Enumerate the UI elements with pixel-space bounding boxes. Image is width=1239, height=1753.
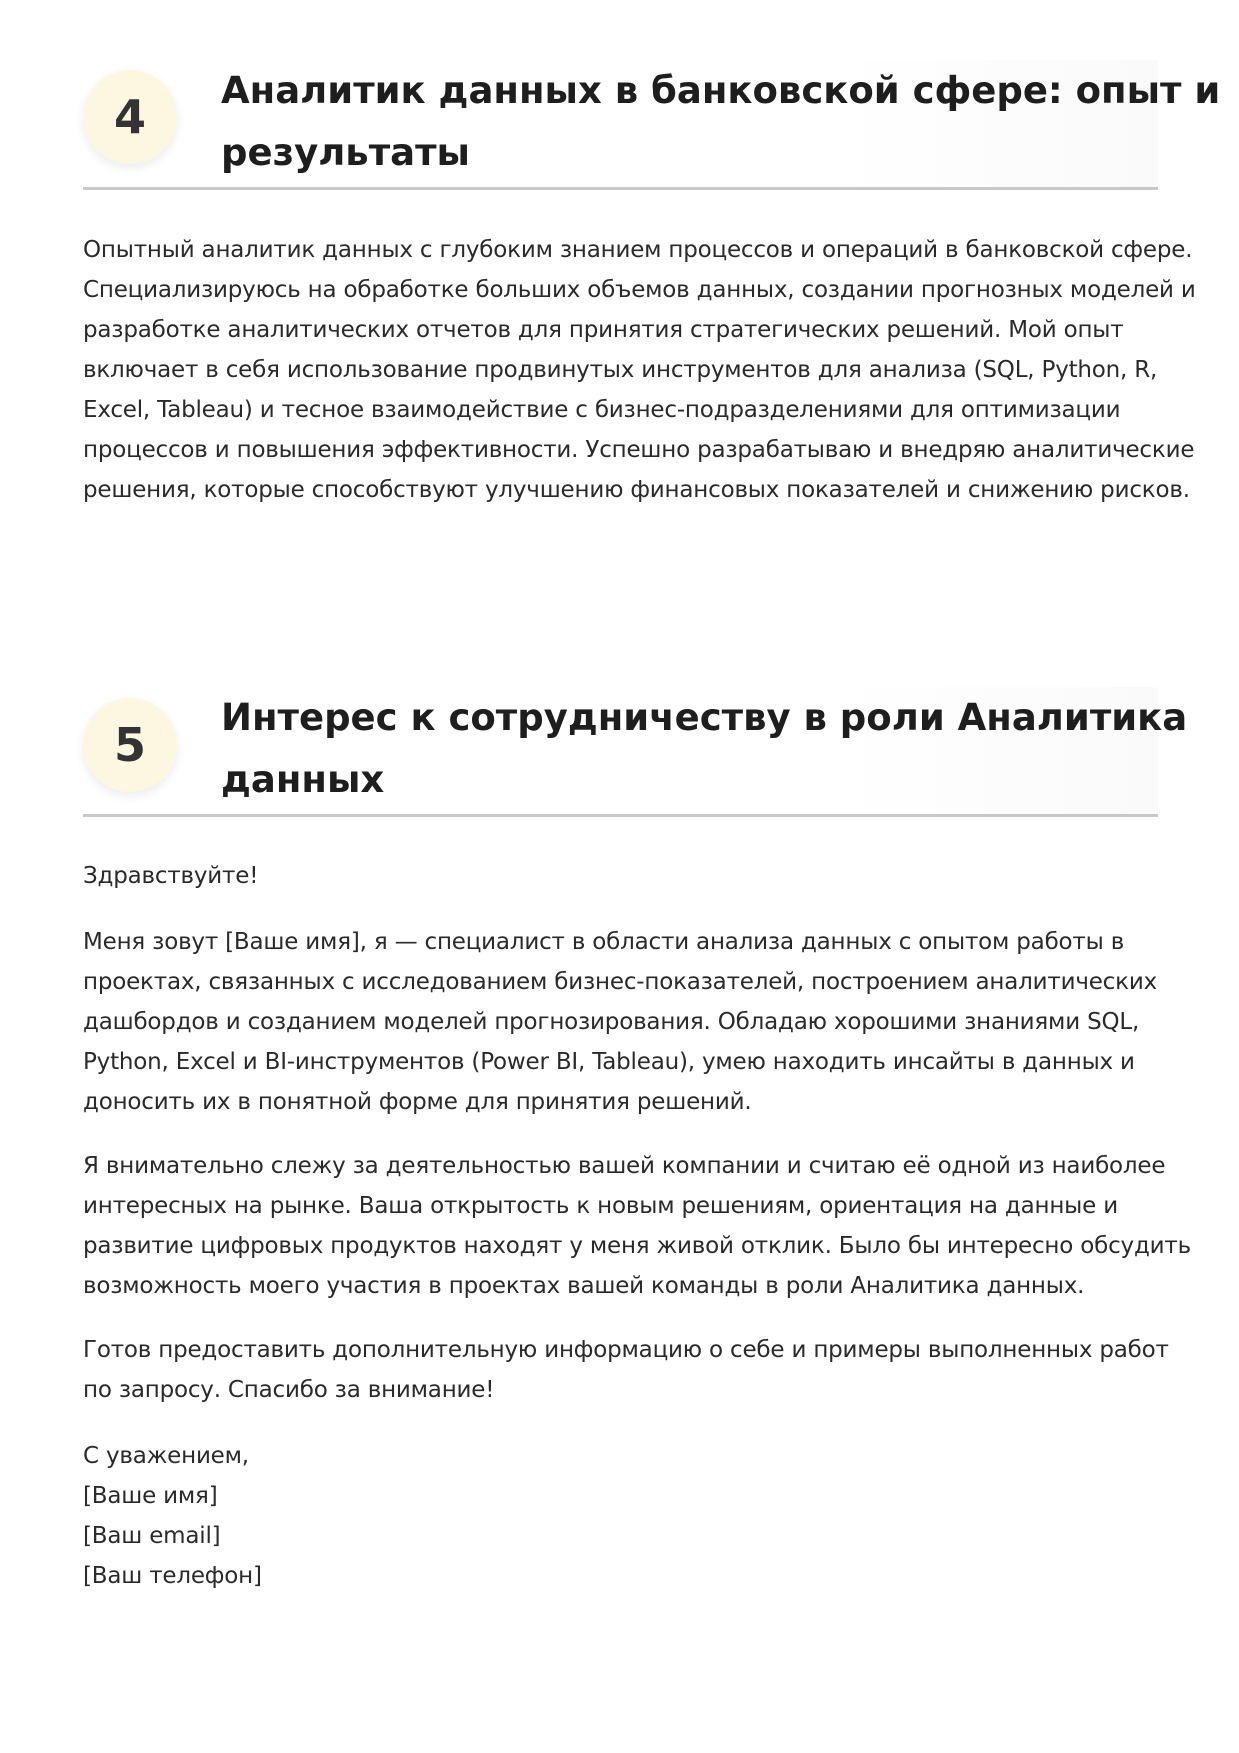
paragraph-line: процессов и повышения эффективности. Успешно разрабатываю и внедряю аналитические bbox=[83, 437, 1195, 463]
paragraph-line: доносить их в понятной форме для принятия решений. bbox=[83, 1089, 752, 1115]
paragraph-line: возможность моего участия в проектах вашей команды в роли Аналитика данных. bbox=[83, 1273, 1085, 1299]
paragraph-line: Готов предоставить дополнительную информацию о себе и примеры выполненных работ bbox=[83, 1337, 1169, 1363]
paragraph-line: дашбордов и созданием моделей прогнозирования. Обладаю хорошими знаниями SQL, bbox=[83, 1009, 1140, 1035]
section-4-title-line: Аналитик данных в банковской сфере: опыт и bbox=[221, 69, 1221, 112]
letter-signoff bbox=[83, 1436, 1163, 1596]
section-4-title bbox=[221, 60, 1221, 184]
section-5-number-badge: 5 bbox=[83, 698, 177, 792]
paragraph-line: Меня зовут [Ваше имя], я — специалист в области анализа данных с опытом работы в bbox=[83, 929, 1125, 955]
section-5-title-line: данных bbox=[221, 758, 385, 801]
signoff-name-placeholder: [Ваше имя] bbox=[83, 1483, 218, 1509]
section-5-title-line: Интерес к сотрудничеству в роли Аналитика bbox=[221, 696, 1188, 739]
section-5-header bbox=[83, 687, 1188, 817]
paragraph-line: решения, которые способствуют улучшению финансовых показателей и снижению рисков. bbox=[83, 477, 1190, 503]
section-4-number-badge: 4 bbox=[83, 70, 177, 164]
letter-greeting: Здравствуйте! bbox=[83, 863, 259, 889]
paragraph-line: Я внимательно слежу за деятельностью вашей компании и считаю её одной из наиболее bbox=[83, 1153, 1166, 1179]
paragraph-line: развитие цифровых продуктов находят у меня живой отклик. Было бы интересно обсудить bbox=[83, 1233, 1191, 1259]
letter-paragraph-3 bbox=[83, 1330, 1169, 1410]
letter-paragraph-2 bbox=[83, 1146, 1191, 1306]
section-4-title-line: результаты bbox=[221, 131, 471, 174]
signoff-phone-placeholder: [Ваш телефон] bbox=[83, 1563, 262, 1589]
letter-paragraph-1 bbox=[83, 922, 1163, 1122]
paragraph-line: Python, Excel и BI-инструментов (Power BI, Tableau), умею находить инсайты в данных и bbox=[83, 1049, 1135, 1075]
paragraph-line: интересных на рынке. Ваша открытость к новым решениям, ориентация на данные и bbox=[83, 1193, 1118, 1219]
paragraph-line: разработке аналитических отчетов для принятия стратегических решений. Мой опыт bbox=[83, 317, 1124, 343]
section-4-paragraph bbox=[83, 230, 1196, 510]
paragraph-line: Специализируюсь на обработке больших объемов данных, создании прогнозных моделей и bbox=[83, 277, 1196, 303]
signoff-line: С уважением, bbox=[83, 1443, 249, 1469]
paragraph-line: включает в себя использование продвинутых инструментов для анализа (SQL, Python, R, bbox=[83, 357, 1158, 383]
signoff-email-placeholder: [Ваш email] bbox=[83, 1523, 221, 1549]
paragraph-line: Excel, Tableau) и тесное взаимодействие с бизнес-подразделениями для оптимизации bbox=[83, 397, 1121, 423]
paragraph-line: по запросу. Спасибо за внимание! bbox=[83, 1377, 495, 1403]
section-5-title bbox=[221, 687, 1188, 811]
section-4-header bbox=[83, 60, 1221, 190]
paragraph-line: Опытный аналитик данных с глубоким знанием процессов и операций в банковской сфере. bbox=[83, 237, 1193, 263]
paragraph-line: проектах, связанных с исследованием бизнес-показателей, построением аналитических bbox=[83, 969, 1157, 995]
